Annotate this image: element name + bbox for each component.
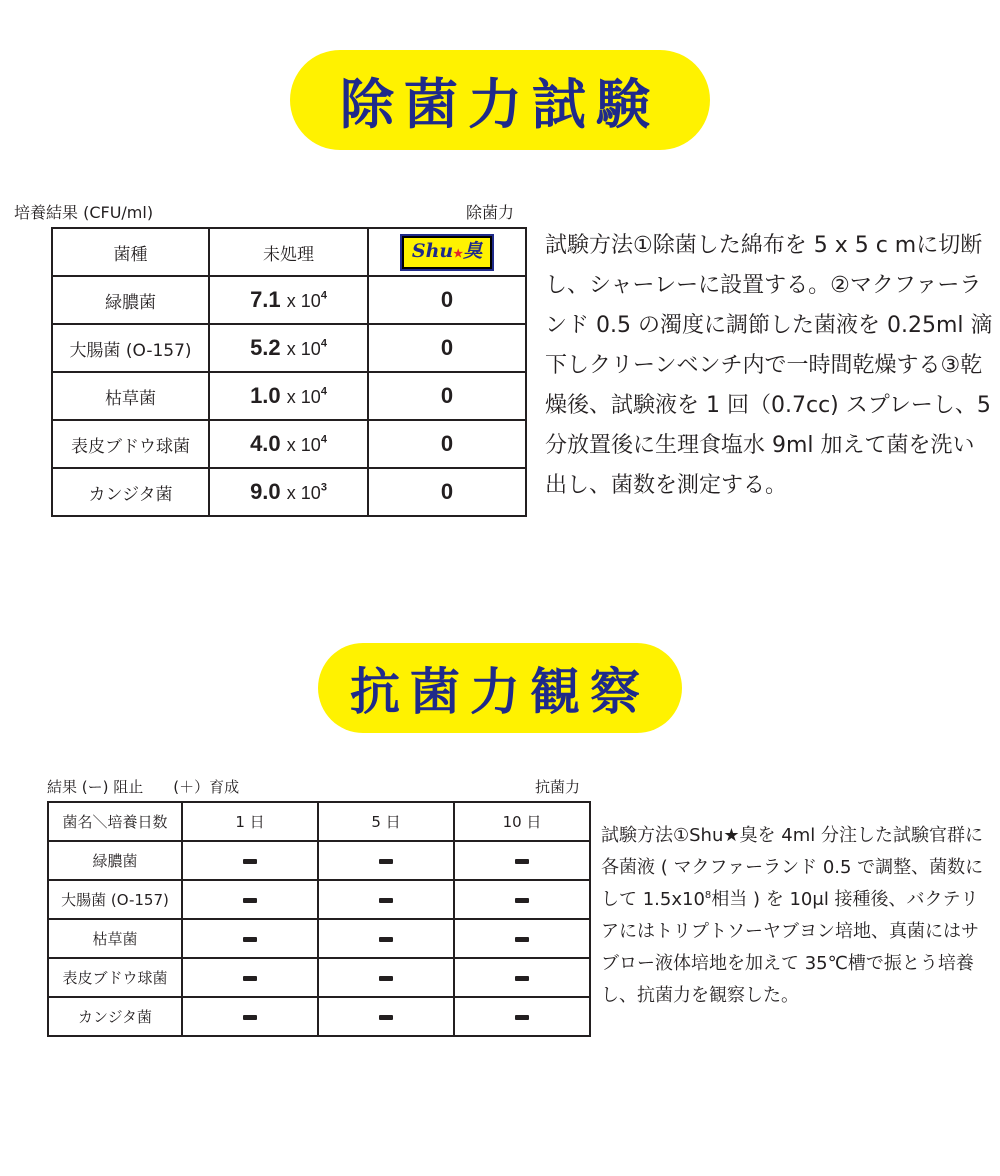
table-row	[48, 880, 590, 919]
disinfection-table	[51, 227, 527, 517]
section1-caption-left: 培養結果 (CFU/ml)	[14, 203, 154, 222]
header-day-10: 10 日	[454, 802, 590, 841]
result-day-10	[454, 997, 590, 1036]
table-row	[52, 276, 526, 324]
minus-icon	[515, 898, 529, 903]
species-name: 大腸菌 (O-157)	[48, 880, 182, 919]
section2-method-text: 試験方法①Shu★臭を 4ml 分注した試験官群に各菌液 ( マクファーランド 0.5 で調整、菌数にして $1.5x10^8$相当 ) を 10μl 接種後、バクテリアにはトリプトソーヤブヨン培地、真菌にはサブロー液体培地を加えて 35℃槽で振とう培養し、抗菌力を観察した。	[601, 825, 984, 1006]
minus-icon	[379, 898, 393, 903]
table-row	[52, 372, 526, 420]
header-day-5: 5 日	[318, 802, 454, 841]
species-name: カンジタ菌	[52, 468, 209, 516]
result-day-5	[318, 841, 454, 880]
header-day-1: 1 日	[182, 802, 318, 841]
species-name: 緑膿菌	[48, 841, 182, 880]
untreated-count: 7.1 x $10^4$	[209, 276, 368, 324]
section2-caption-right: 抗菌力	[535, 778, 581, 796]
result-day-1	[182, 919, 318, 958]
header-product-logo	[368, 228, 526, 276]
section1-method-text: 試験方法①除菌した綿布を 5 x 5 c mに切断し、シャーレーに設置する。②マクファーランド 0.5 の濁度に調節した菌液を 0.25ml 滴下しクリーンベンチ内で一時間乾燥する③乾燥後、試験液を 1 回（0.7cc) スプレーし、5 分放置後に生理食塩水 9ml 加えて菌を洗い出し、菌数を測定する。	[545, 233, 993, 498]
treated-count: 0	[368, 372, 526, 420]
section1-title-badge	[290, 50, 710, 150]
minus-icon	[379, 976, 393, 981]
table-row	[52, 420, 526, 468]
result-day-5	[318, 958, 454, 997]
table-row	[52, 468, 526, 516]
result-day-1	[182, 958, 318, 997]
table-row	[48, 919, 590, 958]
section2-title: 抗菌力観察	[350, 663, 650, 721]
shu-logo: Shu★臭	[402, 236, 492, 269]
star-icon: ★	[453, 246, 464, 260]
untreated-count: 9.0 x $10^3$	[209, 468, 368, 516]
species-name: 大腸菌 (O-157)	[52, 324, 209, 372]
minus-icon	[515, 859, 529, 864]
minus-icon	[515, 1015, 529, 1020]
minus-icon	[379, 1015, 393, 1020]
header-species-days: 菌名＼培養日数	[48, 802, 182, 841]
result-day-5	[318, 997, 454, 1036]
species-name: カンジタ菌	[48, 997, 182, 1036]
antibacterial-table	[47, 801, 591, 1037]
table-header-row	[52, 228, 526, 276]
minus-icon	[243, 859, 257, 864]
section1-caption-right: 除菌力	[466, 203, 515, 222]
table-header-row	[48, 802, 590, 841]
table-row	[48, 958, 590, 997]
table-row	[48, 841, 590, 880]
section2-title-badge	[318, 643, 682, 733]
species-name: 枯草菌	[52, 372, 209, 420]
result-day-1	[182, 880, 318, 919]
result-day-10	[454, 958, 590, 997]
species-name: 表皮ブドウ球菌	[48, 958, 182, 997]
result-day-1	[182, 841, 318, 880]
treated-count: 0	[368, 420, 526, 468]
minus-icon	[243, 937, 257, 942]
minus-icon	[243, 898, 257, 903]
treated-count: 0	[368, 324, 526, 372]
minus-icon	[243, 976, 257, 981]
minus-icon	[515, 976, 529, 981]
section1-title: 除菌力試験	[340, 72, 660, 136]
header-untreated: 未処理	[209, 228, 368, 276]
result-day-10	[454, 841, 590, 880]
result-day-1	[182, 997, 318, 1036]
result-day-5	[318, 919, 454, 958]
result-day-5	[318, 880, 454, 919]
table-row	[48, 997, 590, 1036]
untreated-count: 4.0 x $10^4$	[209, 420, 368, 468]
header-species: 菌種	[52, 228, 209, 276]
result-day-10	[454, 919, 590, 958]
section2-caption-left: 結果 (ー) 阻止 (＋）育成	[47, 778, 240, 796]
untreated-count: 1.0 x $10^4$	[209, 372, 368, 420]
minus-icon	[379, 937, 393, 942]
table-row	[52, 324, 526, 372]
species-name: 緑膿菌	[52, 276, 209, 324]
minus-icon	[243, 1015, 257, 1020]
species-name: 枯草菌	[48, 919, 182, 958]
species-name: 表皮ブドウ球菌	[52, 420, 209, 468]
treated-count: 0	[368, 468, 526, 516]
untreated-count: 5.2 x $10^4$	[209, 324, 368, 372]
minus-icon	[515, 937, 529, 942]
treated-count: 0	[368, 276, 526, 324]
minus-icon	[379, 859, 393, 864]
result-day-10	[454, 880, 590, 919]
